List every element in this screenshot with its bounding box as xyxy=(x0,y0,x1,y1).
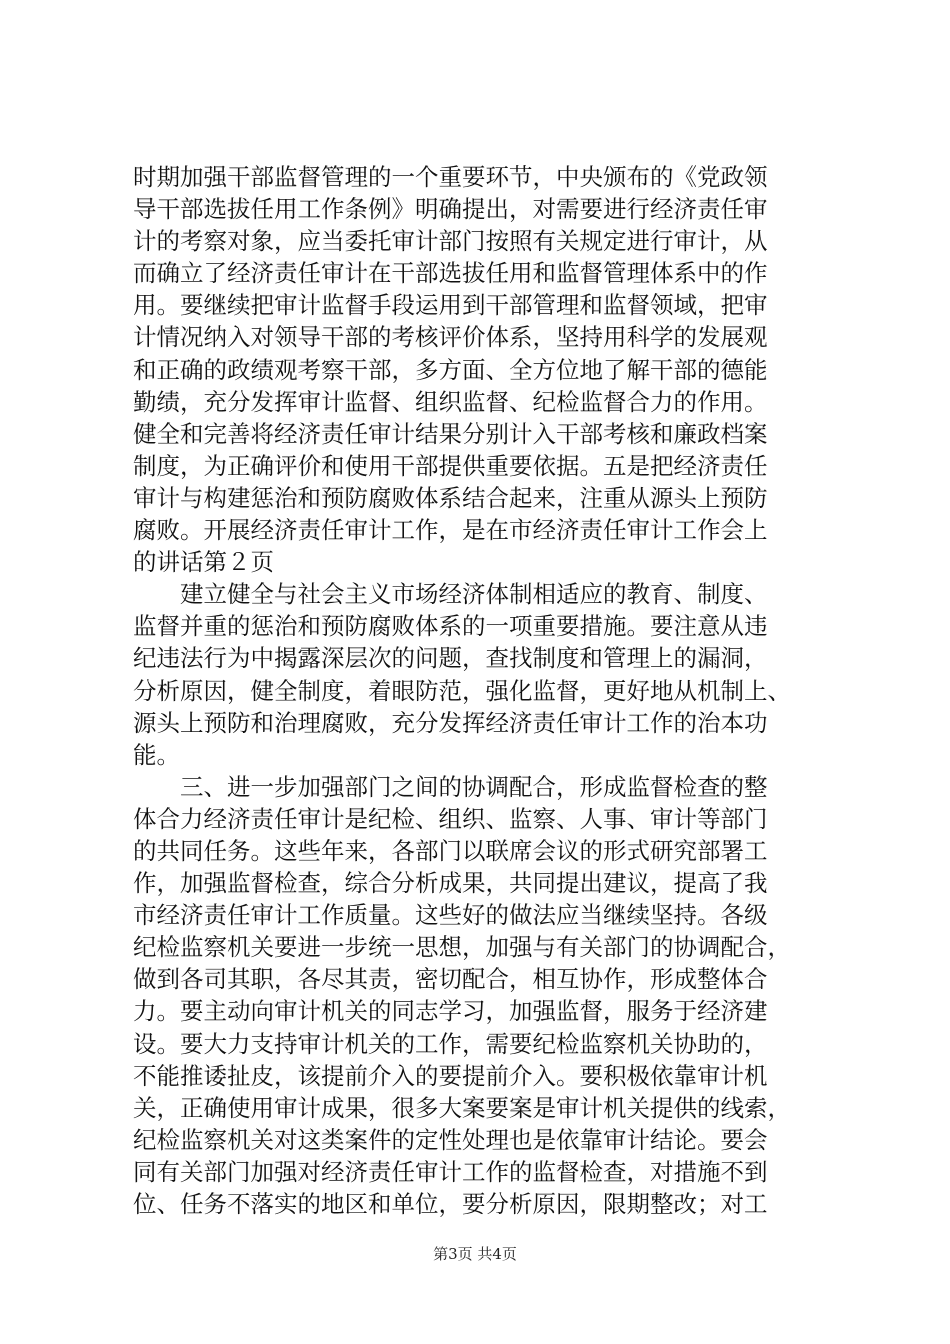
text-line: 同有关部门加强对经济责任审计工作的监督检查，对措施不到 xyxy=(133,1157,768,1186)
text-line: 分析原因，健全制度，着眼防范，强化监督，更好地从机制上、 xyxy=(133,676,791,705)
text-line: 勤绩，充分发挥审计监督、组织监督、纪检监督合力的作用。 xyxy=(133,387,768,416)
text-line: 腐败。开展经济责任审计工作，是在市经济责任审计工作会上 xyxy=(133,516,768,545)
text-line: 纪检监察机关对这类案件的定性处理也是依靠审计结论。要会 xyxy=(133,1125,768,1154)
text-line: 力。要主动向审计机关的同志学习，加强监督，服务于经济建 xyxy=(133,997,768,1026)
body-text xyxy=(133,161,823,1220)
page-footer: 第3页 共4页 xyxy=(433,1245,517,1263)
text-line: 关，正确使用审计成果，很多大案要案是审计机关提供的线索， xyxy=(133,1093,791,1122)
text-line: 健全和完善将经济责任审计结果分别计入干部考核和廉政档案 xyxy=(133,419,768,448)
text-line: 的讲话第２页 xyxy=(133,548,274,577)
text-line: 源头上预防和治理腐败，充分发挥经济责任审计工作的治本功 xyxy=(133,708,768,737)
text-line: 监督并重的惩治和预防腐败体系的一项重要措施。要注意从违 xyxy=(133,612,768,641)
text-line: 计情况纳入对领导干部的考核评价体系，坚持用科学的发展观 xyxy=(133,323,768,352)
text-line: 导干部选拔任用工作条例》明确提出，对需要进行经济责任审 xyxy=(133,195,768,224)
text-line: 不能推诿扯皮，该提前介入的要提前介入。要积极依靠审计机 xyxy=(133,1061,768,1090)
text-line: 用。要继续把审计监督手段运用到干部管理和监督领域，把审 xyxy=(133,291,768,320)
text-line: 制度，为正确评价和使用干部提供重要依据。五是把经济责任 xyxy=(133,451,768,480)
text-line: 市经济责任审计工作质量。这些好的做法应当继续坚持。各级 xyxy=(133,901,768,930)
text-line: 而确立了经济责任审计在干部选拔任用和监督管理体系中的作 xyxy=(133,259,768,288)
text-line: 审计与构建惩治和预防腐败体系结合起来，注重从源头上预防 xyxy=(133,483,768,512)
text-line: 作，加强监督检查，综合分析成果，共同提出建议，提高了我 xyxy=(133,869,768,898)
text-line: 纪检监察机关要进一步统一思想，加强与有关部门的协调配合， xyxy=(133,933,791,962)
text-line: 时期加强干部监督管理的一个重要环节，中央颁布的《党政领 xyxy=(133,163,768,191)
text-line: 做到各司其职，各尽其责，密切配合，相互协作，形成整体合 xyxy=(133,965,768,994)
text-line: 和正确的政绩观考察干部，多方面、全方位地了解干部的德能 xyxy=(133,355,768,384)
text-line: 计的考察对象，应当委托审计部门按照有关规定进行审计，从 xyxy=(133,227,768,256)
text-line: 位、任务不落实的地区和单位，要分析原因，限期整改；对工 xyxy=(133,1190,768,1218)
text-line: 设。要大力支持审计机关的工作，需要纪检监察机关协助的， xyxy=(133,1029,768,1058)
text-line: 纪违法行为中揭露深层次的问题，查找制度和管理上的漏洞， xyxy=(133,644,768,673)
text-line: 三、进一步加强部门之间的协调配合，形成监督检查的整 xyxy=(133,772,768,801)
text-line: 能。 xyxy=(133,740,180,769)
text-line: 建立健全与社会主义市场经济体制相适应的教育、制度、 xyxy=(133,580,768,609)
text-line: 体合力经济责任审计是纪检、组织、监察、人事、审计等部门 xyxy=(133,804,768,833)
text-line: 的共同任务。这些年来，各部门以联席会议的形式研究部署工 xyxy=(133,836,768,865)
